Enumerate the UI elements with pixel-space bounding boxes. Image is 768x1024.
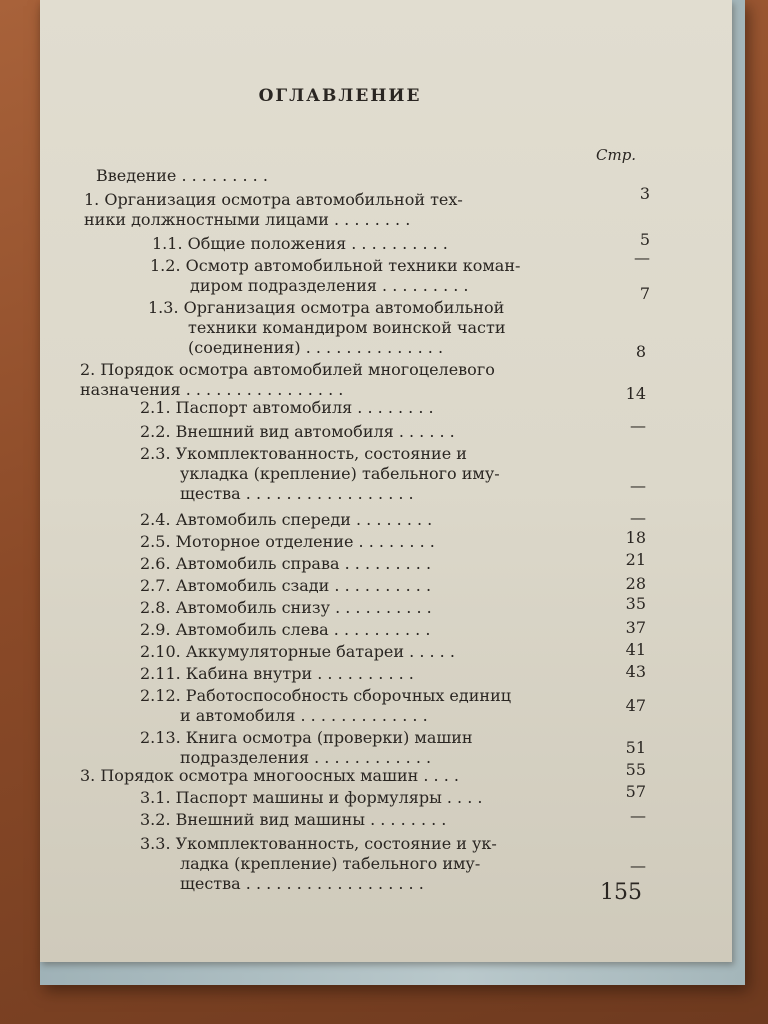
toc-entry-line: и автомобиля . . . . . . . . . . . . .: [180, 706, 428, 725]
toc-entry: [150, 256, 520, 296]
toc-entry-page: —: [634, 248, 650, 267]
toc-entry-line: 2.13. Книга осмотра (проверки) машин: [140, 728, 473, 747]
toc-entry: [140, 510, 432, 530]
toc-entry-page: 43: [625, 662, 646, 681]
toc-title: ОГЛАВЛЕНИЕ: [258, 86, 422, 106]
toc-entry-line: щества . . . . . . . . . . . . . . . . . .: [180, 874, 424, 893]
toc-entry: [140, 398, 434, 418]
toc-entry-line: ладка (крепление) табельного иму-: [180, 854, 481, 873]
toc-entry-page: 7: [639, 284, 650, 303]
toc-entry-page: 47: [625, 696, 646, 715]
toc-entry-line: 1.1. Общие положения . . . . . . . . . .: [152, 234, 448, 253]
toc-entry: [140, 576, 431, 596]
toc-entry-line: 2.8. Автомобиль снизу . . . . . . . . . .: [140, 598, 432, 617]
toc-entry-page: 18: [625, 528, 646, 547]
toc-entry: [80, 360, 495, 400]
toc-entry: [140, 788, 482, 808]
toc-entry-line: 2.9. Автомобиль слева . . . . . . . . . .: [140, 620, 431, 639]
toc-entry: [140, 810, 446, 830]
toc-entry-line: диром подразделения . . . . . . . . .: [190, 276, 469, 295]
toc-entry-line: 1.3. Организация осмотра автомобильной: [148, 298, 505, 317]
toc-entry: [148, 298, 506, 358]
toc-entry-line: 2.4. Автомобиль спереди . . . . . . . .: [140, 510, 433, 529]
toc-entry-line: 3.1. Паспорт машины и формуляры . . . .: [140, 788, 483, 807]
toc-entry-line: 3. Порядок осмотра многоосных машин . . . .: [80, 766, 459, 785]
toc-entry-page: 28: [625, 574, 646, 593]
toc-entry: [140, 620, 430, 640]
toc-entry: [84, 190, 463, 230]
toc-entry-page: 8: [635, 342, 646, 361]
toc-entry-line: 2.6. Автомобиль справа . . . . . . . . .: [140, 554, 432, 573]
toc-entry: [140, 598, 432, 618]
toc-entry-page: 35: [625, 594, 646, 613]
book-page: [40, 0, 732, 962]
toc-entry: [140, 834, 497, 894]
toc-entry-page: —: [630, 856, 646, 875]
toc-entry-page: 55: [625, 760, 646, 779]
toc-entry: [140, 532, 435, 552]
toc-entry-line: 2.2. Внешний вид автомобиля . . . . . .: [140, 422, 455, 441]
toc-entry-page: 57: [625, 782, 646, 801]
toc-entry: [152, 234, 448, 254]
toc-entry-page: 5: [639, 230, 650, 249]
toc-entry-page: —: [630, 806, 646, 825]
toc-entry-page: —: [630, 476, 646, 495]
toc-entry: [96, 166, 268, 186]
toc-entry-line: (соединения) . . . . . . . . . . . . . .: [188, 338, 444, 357]
toc-entry-line: укладка (крепление) табельного иму-: [180, 464, 500, 483]
toc-entry-line: техники командиром воинской части: [188, 318, 506, 337]
book-cover-edge: [40, 0, 745, 985]
toc-entry: [140, 444, 500, 504]
toc-entry-line: 2. Порядок осмотра автомобилей многоцелевого: [80, 360, 495, 379]
toc-entry: [140, 728, 473, 768]
toc-entry: [140, 642, 455, 662]
toc-entry-line: 2.1. Паспорт автомобиля . . . . . . . .: [140, 398, 434, 417]
toc-entry-line: подразделения . . . . . . . . . . . .: [180, 748, 432, 767]
toc-entry-line: 3.3. Укомплектованность, состояние и ук-: [140, 834, 497, 853]
toc-entry-page: 21: [625, 550, 646, 569]
toc-entry: [140, 554, 431, 574]
toc-entry-line: 3.2. Внешний вид машины . . . . . . . .: [140, 810, 447, 829]
toc-entry-line: 2.3. Укомплектованность, состояние и: [140, 444, 467, 463]
page-number: 155: [600, 880, 642, 905]
toc-entry-page: 14: [625, 384, 646, 403]
toc-entry: [140, 422, 455, 442]
toc-entry-line: 2.10. Аккумуляторные батареи . . . . .: [140, 642, 455, 661]
toc-entry-line: Введение . . . . . . . . .: [96, 166, 268, 185]
toc-entry-line: 2.5. Моторное отделение . . . . . . . .: [140, 532, 435, 551]
toc-entry-page: 3: [639, 184, 650, 203]
toc-entry-page: 41: [625, 640, 646, 659]
toc-entry-line: 1.2. Осмотр автомобильной техники коман-: [150, 256, 521, 275]
toc-entry-line: щества . . . . . . . . . . . . . . . . .: [180, 484, 414, 503]
toc-entry-line: 2.12. Работоспособность сборочных единиц: [140, 686, 512, 705]
toc-entry: [140, 686, 511, 726]
toc-entry-page: 37: [625, 618, 646, 637]
toc-entry: [80, 766, 459, 786]
page-column-header: Стр.: [596, 146, 637, 164]
toc-entry-line: 1. Организация осмотра автомобильной тех-: [84, 190, 463, 209]
toc-entry-page: —: [630, 508, 646, 527]
toc-entry-line: назначения . . . . . . . . . . . . . . . .: [80, 380, 344, 399]
toc-entry-line: 2.7. Автомобиль сзади . . . . . . . . . .: [140, 576, 432, 595]
toc-entry-page: 51: [625, 738, 646, 757]
toc-entry-line: ники должностными лицами . . . . . . . .: [84, 210, 411, 229]
toc-entry-line: 2.11. Кабина внутри . . . . . . . . . .: [140, 664, 414, 683]
toc-entry-page: —: [630, 416, 646, 435]
toc-entry: [140, 664, 414, 684]
